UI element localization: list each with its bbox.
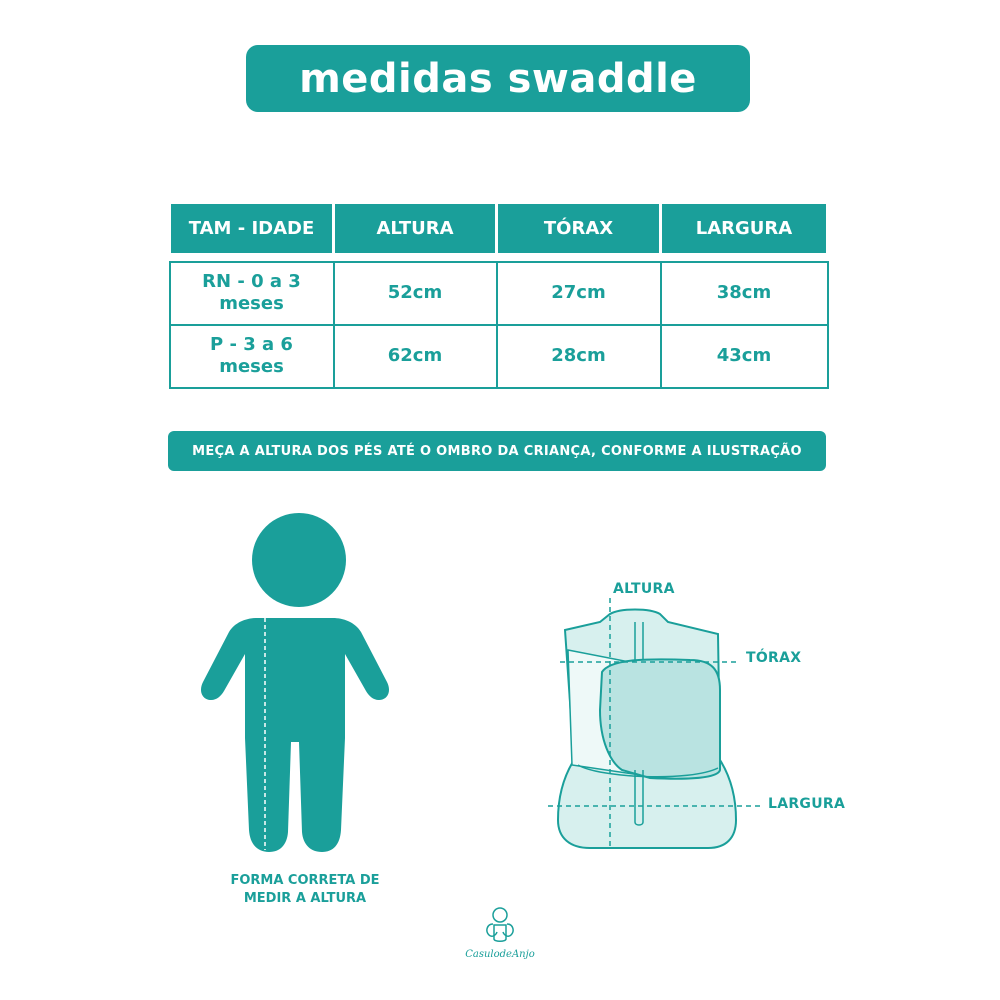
header-largura: LARGURA xyxy=(661,203,828,255)
child-silhouette-icon xyxy=(195,510,395,855)
torax-cell: 27cm xyxy=(497,262,661,325)
largura-label: LARGURA xyxy=(768,796,846,812)
altura-cell: 62cm xyxy=(334,325,497,388)
baby-logo-icon xyxy=(483,905,517,945)
swaddle-icon xyxy=(540,600,760,860)
largura-cell: 38cm xyxy=(661,262,828,325)
instruction-text: MEÇA A ALTURA DOS PÉS ATÉ O OMBRO DA CRIANÇA, CONFORME A ILUSTRAÇÃO xyxy=(192,443,802,459)
header-size-age: TAM - IDADE xyxy=(170,203,334,255)
altura-label: ALTURA xyxy=(613,581,675,597)
size-cell xyxy=(170,262,334,325)
instruction-banner xyxy=(168,431,826,471)
table-row xyxy=(170,262,828,325)
header-altura: ALTURA xyxy=(334,203,497,255)
age-label: meses xyxy=(219,356,284,377)
torax-cell: 28cm xyxy=(497,325,661,388)
size-table xyxy=(168,201,829,389)
size-cell xyxy=(170,325,334,388)
size-label: RN - 0 a 3 xyxy=(202,271,301,292)
caption-line: FORMA CORRETA DE xyxy=(230,873,380,888)
brand-logo xyxy=(455,905,545,967)
altura-cell: 52cm xyxy=(334,262,497,325)
largura-cell: 43cm xyxy=(661,325,828,388)
caption-line: MEDIR A ALTURA xyxy=(243,891,367,906)
caption xyxy=(210,872,400,908)
size-label: P - 3 a 6 xyxy=(210,334,293,355)
age-label: meses xyxy=(219,293,284,314)
table-row xyxy=(170,325,828,388)
header-torax: TÓRAX xyxy=(497,203,661,255)
brand-name: CasulodeAnjo xyxy=(465,949,535,960)
torax-label: TÓRAX xyxy=(746,650,802,666)
title-banner xyxy=(246,45,750,112)
table-header-row xyxy=(170,203,828,255)
page-title: medidas swaddle xyxy=(299,55,697,102)
